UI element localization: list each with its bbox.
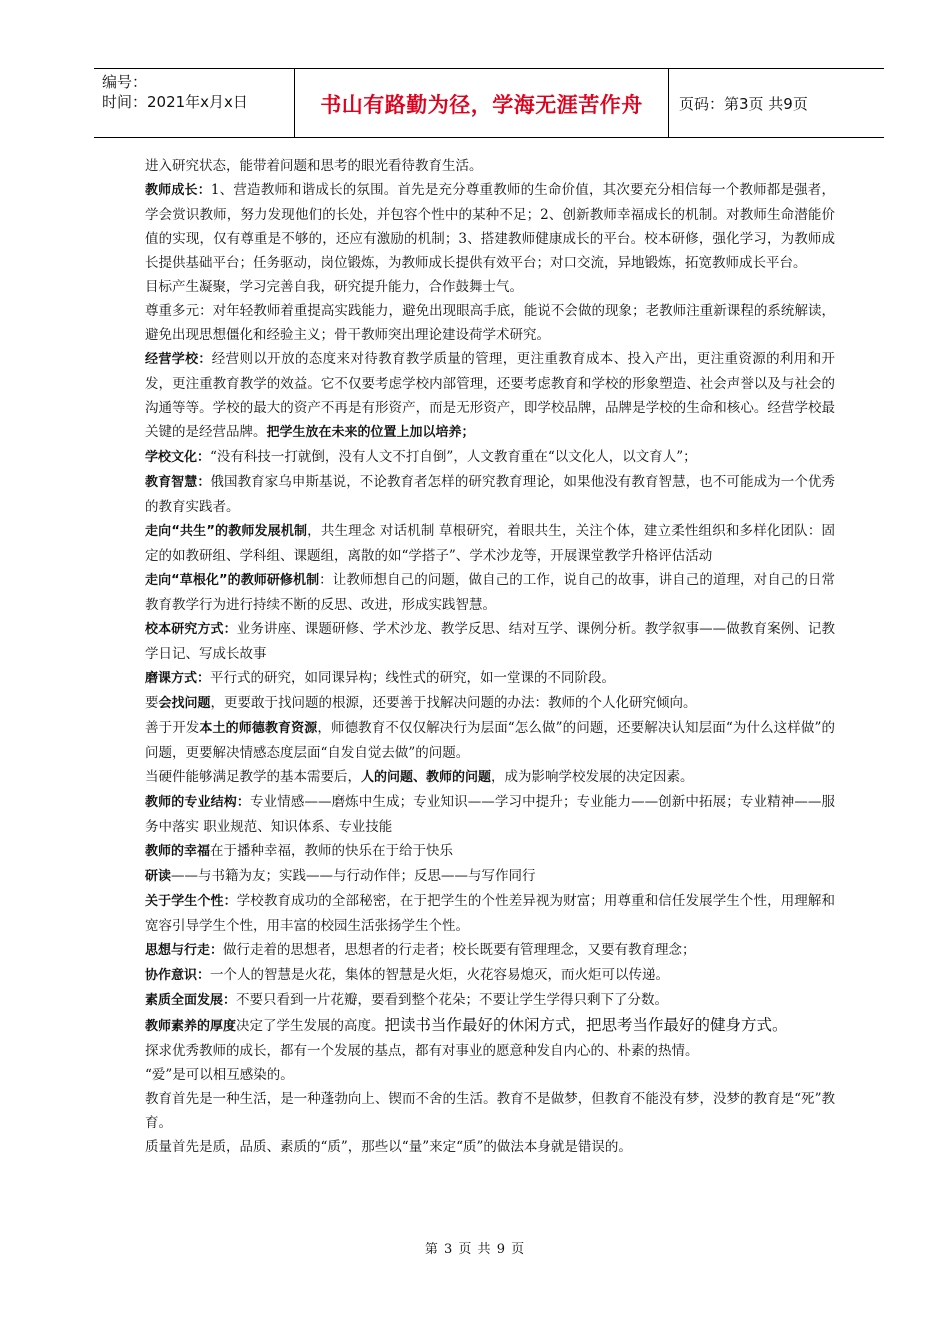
paragraph [145,889,835,938]
paragraph [145,178,835,275]
header-info-cell [94,69,295,137]
paragraph [145,445,835,470]
paragraph-heading: 本土的师德教育资源 [199,721,318,736]
paragraph-text: ：让教师想自己的问题，做自己的工作，说自己的故事，讲自己的道理，对自己的日常教育教学行为进行持续不断的反思、改进，形成实践智慧。 [145,572,836,613]
paragraph-heading: 人的问题、教师的问题 [361,770,492,785]
paragraph [145,347,835,445]
paragraph [145,839,835,864]
paragraph-heading: 经营学校： [145,352,212,367]
paragraph-heading: 学校文化： [145,450,211,465]
paragraph-heading: 教育智慧： [145,475,211,490]
paragraph-text: 探求优秀教师的成长，都有一个发展的基点，都有对事业的愿意种发自内心的、朴素的热情。 [145,1043,699,1059]
paragraph-text: “爱”是可以相互感染的。 [145,1067,294,1083]
paragraph-heading: 教师的专业结构： [145,795,250,810]
header-page-label: 页码：第3页 共9页 [679,95,808,113]
paragraph-heading: 教师的幸福 [145,844,211,859]
paragraph-text: 1、营造教师和谐成长的氛围。首先是充分尊重教师的生命价值，其次要充分相信每一个教师都是强者，学会赏识教师，努力发现他们的长处，并包容个性中的某种不足；2、创新教师幸福成长的机制。对教师生命潜能价值的实现，仅有尊重是不够的，还应有激励的机制；3、搭建教师健康成长的平台。校本研修，强化学习，为教师成长提供基础平台；任务驱动，岗位锻炼，为教师成长提供有效平台；对口交流，异地锻炼，拓宽教师成长平台。 [145,182,835,271]
paragraph [145,299,835,347]
paragraph [145,938,835,963]
paragraph-text: 教育首先是一种生活，是一种蓬勃向上、锲而不舍的生活。教育不是做梦，但教育不能没有梦，没梦的教育是“死”教育。 [145,1091,835,1131]
paragraph-lead-text: 当硬件能够满足教学的基本需要后， [145,769,361,785]
paragraph-text: 一个人的智慧是火花，集体的智慧是火炬，火花容易熄灭，而火炬可以传递。 [210,967,670,983]
header-motto-cell [295,69,669,137]
paragraph [145,154,835,178]
paragraph-text: 业务讲座、课题研修、学术沙龙、教学反思、结对互学、课例分析。教学叙事——做教育案例、记教学日记、写成长故事 [145,621,835,662]
paragraph-text: 尊重多元：对年轻教师着重提高实践能力，避免出现眼高手底，能说不会做的现象；老教师注重新课程的系统解读，避免出现思想僵化和经验主义；骨干教师突出理论建设荷学术研究。 [145,303,835,343]
paragraph-heading: 研读 [145,869,172,884]
header-time-label: 时间：2021年x月x日 [102,93,248,111]
paragraph [145,568,835,617]
paragraph [145,1135,835,1159]
paragraph-text: 做行走着的思想者，思想者的行走者；校长既要有管理理念，又要有教育理念； [223,942,696,958]
paragraph-text: 专业情感——磨炼中生成；专业知识——学习中提升；专业能力——创新中拓展；专业精神——服务中落实 职业规范、知识体系、专业技能 [145,794,835,835]
paragraph-lead-text: 要 [145,695,159,711]
paragraph [145,1013,835,1039]
paragraph-text: 目标产生凝聚，学习完善自我，研究提升能力，合作鼓舞士气。 [145,279,523,295]
paragraph-text: 经营则以开放的态度来对待教育教学质量的管理，更注重教育成本、投入产出，更注重资源的利用和开发，更注重教育教学的效益。它不仅要考虑学校内部管理，还要考虑教育和学校的形象塑造、社会声誉以及与社会的沟通等等。学校的最大的资产不再是有形资产，而是无形资产，即学校品牌，品牌是学校的生命和核心。经营学校最关键的是经营品牌。 [145,351,835,440]
paragraph-heading: 协作意识： [145,968,211,983]
paragraph-text: 俄国教育家乌申斯基说，不论教育者怎样的研究教育理论，如果他没有教育智慧，也不可能成为一个优秀的教育实践者。 [145,474,835,515]
paragraph [145,765,835,790]
paragraph-heading: 走向“共生”的教师发展机制 [145,524,308,539]
paragraph [145,963,835,988]
page-footer: 第 3 页 共 9 页 [424,1242,526,1257]
paragraph-text: 平行式的研究，如同课异构；线性式的研究，如一堂课的不同阶段。 [210,670,616,686]
page-header [94,68,884,138]
paragraph [145,1087,835,1135]
paragraph-heading: 思想与行走： [145,943,224,958]
paragraph-lead-text: 善于开发 [145,720,200,736]
paragraph-text: 进入研究状态，能带着问题和思考的眼光看待教育生活。 [145,158,483,174]
header-page-cell [669,69,884,137]
paragraph-heading: 走向“草根化”的教师研修机制 [145,573,320,588]
paragraph-text: “没有科技一打就倒，没有人文不打自倒”，人文教育重在“以文化人，以文育人”； [210,449,697,465]
paragraph-text: ——与书籍为友；实践——与行动作伴；反思——与写作同行 [171,868,536,884]
document-body [145,154,835,1159]
paragraph [145,666,835,691]
paragraph-heading: 素质全面发展： [145,993,237,1008]
paragraph [145,470,835,519]
paragraph-heading: 校本研究方式： [145,622,237,637]
paragraph [145,988,835,1013]
paragraph [145,716,835,765]
paragraph [145,1039,835,1063]
paragraph-heading: 教师素养的厚度 [145,1019,237,1034]
paragraph-heading: 关于学生个性： [145,894,237,909]
paragraph [145,864,835,889]
header-code-label: 编号： [102,73,148,91]
paragraph-text: ，师德教育不仅仅解决行为层面“怎么做”的问题，还要解决认知层面“为什么这样做”的问题，更要解决情感态度层面“自发自觉去做”的问题。 [145,720,835,761]
paragraph-text: 学校教育成功的全部秘密，在于把学生的个性差异视为财富；用尊重和信任发展学生个性，用理解和宽容引导学生个性，用丰富的校园生活张扬学生个性。 [145,893,835,934]
paragraph-text: 决定了学生发展的高度。 [236,1018,385,1034]
header-motto: 书山有路勤为径，学海无涯苦作舟 [320,93,643,117]
paragraph-heading: 磨课方式： [145,671,211,686]
paragraph-large-text: 把读书当作最好的休闲方式，把思考当作最好的健身方式。 [384,1016,788,1034]
paragraph [145,275,835,299]
paragraph [145,617,835,666]
paragraph [145,790,835,839]
paragraph [145,1063,835,1087]
paragraph [145,519,835,568]
paragraph [145,691,835,716]
paragraph-text: ，共生理念 对话机制 草根研究，着眼共生，关注个体，建立柔性组织和多样化团队：固定的如教研组、学科组、课题组，离散的如“学搭子”、学术沙龙等，开展课堂教学升格评估活动 [145,523,835,564]
paragraph-heading: 会找问题 [158,696,211,711]
paragraph-text: ，更要敢于找问题的根源，还要善于找解决问题的办法：教师的个人化研究倾向。 [210,695,697,711]
paragraph-heading: 教师成长： [145,183,211,198]
paragraph-text: 质量首先是质，品质、素质的“质”，那些以“量”来定“质”的做法本身就是错误的。 [145,1139,632,1155]
paragraph-text: 在于播种幸福，教师的快乐在于给于快乐 [210,843,454,859]
paragraph-text: 不要只看到一片花瓣，要看到整个花朵；不要让学生学得只剩下了分数。 [236,992,669,1008]
paragraph-emphasis: 把学生放在未来的位置上加以培养； [266,425,475,440]
paragraph-text: ，成为影响学校发展的决定因素。 [491,769,694,785]
